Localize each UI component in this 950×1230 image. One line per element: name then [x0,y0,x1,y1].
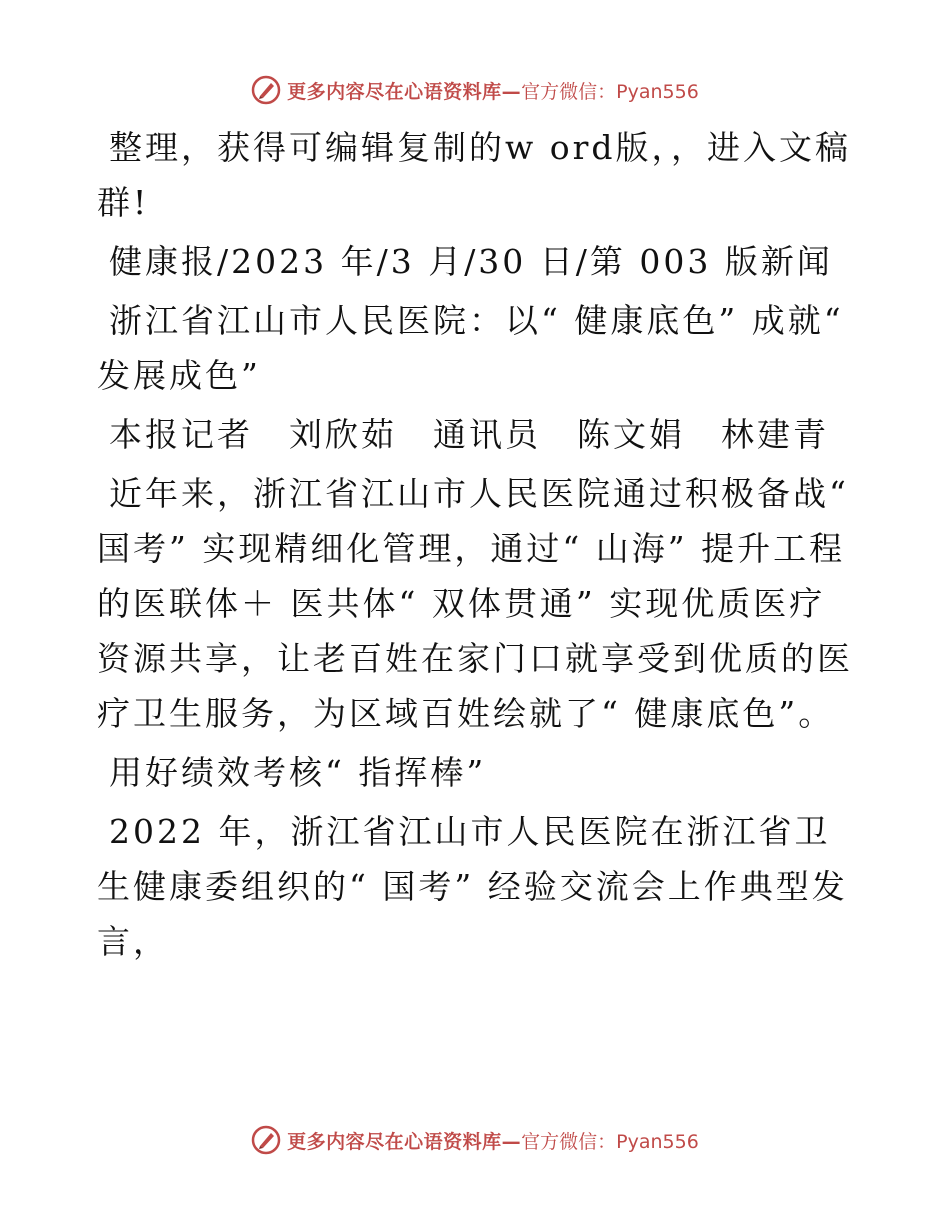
document-body [97,120,857,973]
intro-paragraph: 整理，获得可编辑复制的w ord版，，进入文稿群! [97,128,852,222]
body-paragraph-1: 近年来，浙江省江山市人民医院通过积极备战“ 国考” 实现精细化管理，通过“ 山海” 提升工程的医联体＋ 医共体“ 双体贯通” 实现优质医疗资源共享，让老百姓在家门口就享受到优质的医疗卫生服务，为区域百姓绘就了“ 健康底色”。 [97,474,853,733]
banner-wechat: 官方微信：Pyan556 [521,80,699,103]
footer-banner [0,1120,950,1160]
header-banner [0,70,950,110]
headline: 浙江省江山市人民医院：以“ 健康底色” 成就“ 发展成色” [97,301,844,395]
logo-icon [251,1125,281,1155]
banner-wechat: 官方微信：Pyan556 [521,1130,699,1153]
subheading: 用好绩效考核“ 指挥棒” [109,753,487,792]
logo-icon [251,75,281,105]
source-line: 健康报/2023 年/3 月/30 日/第 003 版新闻 [109,242,833,281]
banner-text: 更多内容尽在心语资料库— [287,80,522,103]
banner-text: 更多内容尽在心语资料库— [287,1130,522,1153]
byline: 本报记者 刘欣茹 通讯员 陈文娟 林建青 [109,415,829,454]
body-paragraph-2: 2022 年，浙江省江山市人民医院在浙江省卫生健康委组织的“ 国考” 经验交流会上作典型发言， [97,812,848,961]
